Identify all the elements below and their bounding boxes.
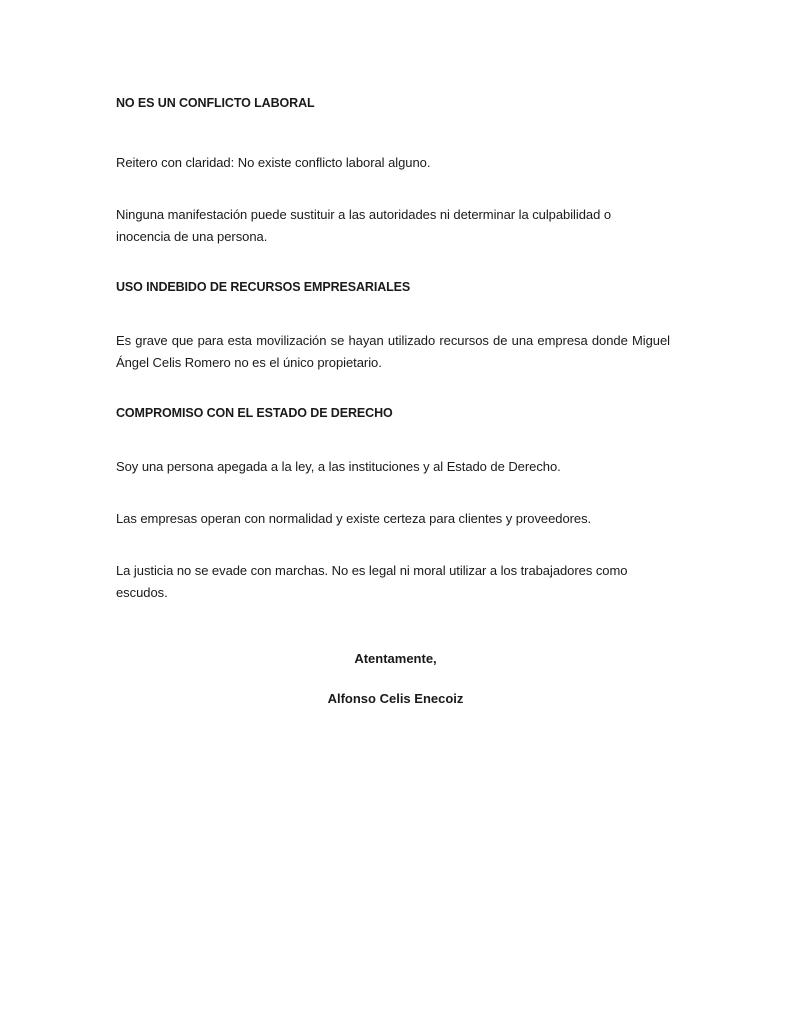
paragraph-la-justicia: La justicia no se evade con marchas. No es legal ni moral utilizar a los trabajadores como escudos. bbox=[116, 563, 628, 600]
section-heading-compromiso: COMPROMISO CON EL ESTADO DE DERECHO bbox=[116, 406, 393, 420]
paragraph-las-empresas: Las empresas operan con normalidad y existe certeza para clientes y proveedores. bbox=[116, 511, 592, 526]
section-heading-uso-indebido: USO INDEBIDO DE RECURSOS EMPRESARIALES bbox=[116, 280, 411, 294]
signer-name: Alfonso Celis Enecoiz bbox=[327, 691, 464, 706]
paragraph-ninguna-manifestacion: Ninguna manifestación puede sustituir a las autoridades ni determinar la culpabilidad o inocencia de una persona. bbox=[116, 207, 612, 244]
paragraph-es-grave: Es grave que para esta movilización se hayan utilizado recursos de una empresa donde Miguel Ángel Celis Romero no es el único propietario. bbox=[116, 333, 670, 370]
document-body bbox=[116, 94, 676, 604]
closing-salutation: Atentamente, bbox=[354, 651, 437, 666]
paragraph-reitero: Reitero con claridad: No existe conflicto laboral alguno. bbox=[116, 155, 431, 170]
paragraph-soy-una-persona: Soy una persona apegada a la ley, a las instituciones y al Estado de Derecho. bbox=[116, 459, 561, 474]
section-heading-conflicto-laboral: NO ES UN CONFLICTO LABORAL bbox=[116, 96, 315, 110]
